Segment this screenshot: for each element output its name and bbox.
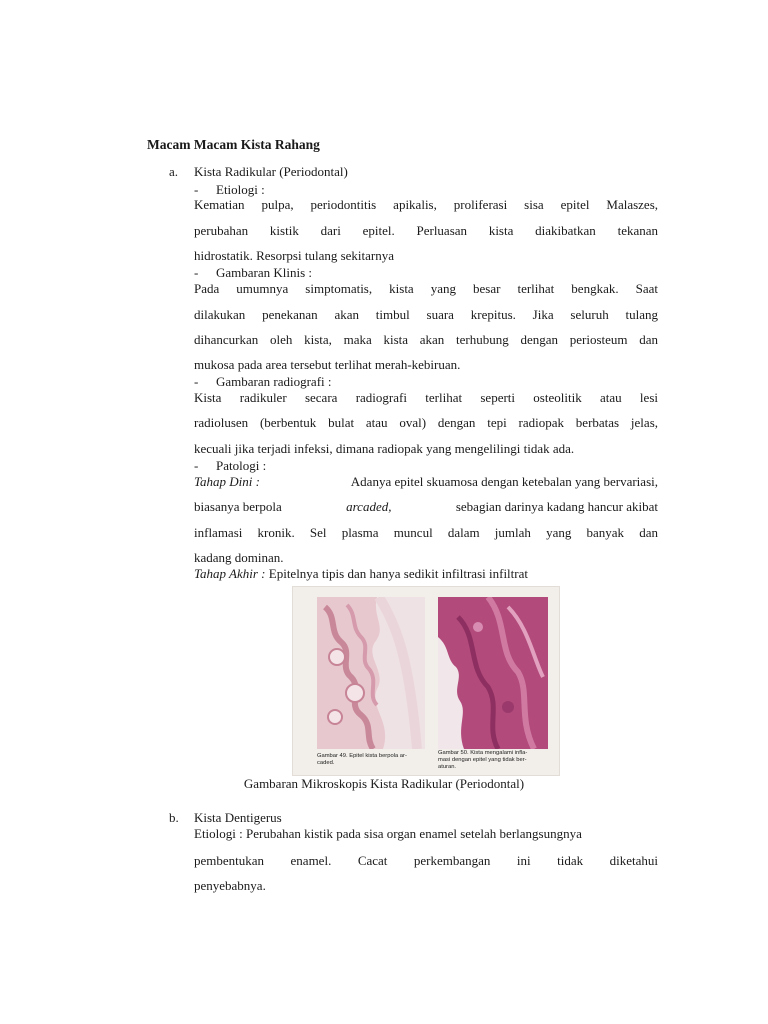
histology-figure — [292, 586, 560, 776]
word: Cacat — [357, 853, 388, 868]
radiografi-line-1: Kista radikuler secara radiografi terlihat seperti osteolitik atau lesi — [194, 390, 658, 405]
etiologi-line-2: perubahan kistik dari epitel. Perluasan kista diakibatkan tekanan — [194, 223, 658, 238]
right-caption-line-2: masi dengan epitel yang tidak ber- — [438, 757, 527, 763]
bullet-dash: - — [194, 374, 199, 389]
left-caption-line-2: caded. — [317, 760, 335, 766]
patologi-label: Patologi : — [216, 458, 267, 473]
histology-image-left — [317, 597, 425, 749]
tahap-akhir-line — [194, 566, 528, 582]
section-b-etiologi-label: Etiologi : — [194, 826, 243, 841]
bullet-dash: - — [194, 265, 199, 280]
histology-image-right — [438, 597, 548, 749]
section-a-title: Kista Radikular (Periodontal) — [194, 164, 348, 179]
patologi-line-4: kadang dominan. — [194, 550, 284, 565]
patologi-line-1 — [194, 474, 658, 490]
section-b-line-3: penyebabnya. — [194, 878, 266, 893]
left-caption-line-1: Gambar 49. Epitel kista berpola ar- — [317, 753, 407, 759]
radiografi-label: Gambaran radiografi : — [216, 374, 332, 389]
word: enamel. — [290, 853, 332, 868]
bullet-dash: - — [194, 182, 199, 197]
klinis-label: Gambaran Klinis : — [216, 265, 313, 280]
tahap-dini-text: Adanya epitel skuamosa dengan ketebalan yang bervariasi, — [350, 474, 658, 489]
section-b-line-2 — [194, 853, 658, 869]
patologi-line-2-b: sebagian darinya kadang hancur akibat — [455, 499, 658, 514]
section-b-marker: b. — [169, 810, 179, 825]
tahap-akhir-label: Tahap Akhir : — [194, 566, 266, 581]
klinis-line-2: dilakukan penekanan akan timbul suara krepitus. Jika seluruh tulang — [194, 307, 658, 322]
figure-right-caption — [438, 750, 550, 771]
etiologi-label: Etiologi : — [216, 182, 265, 197]
section-b-title: Kista Dentigerus — [194, 810, 282, 825]
radiografi-line-2: radiolusen (berbentuk bulat atau oval) dengan tepi radiopak berbatas jelas, — [194, 415, 658, 430]
radiografi-line-3: kecuali jika terjadi infeksi, dimana radiopak yang mengelilingi tidak ada. — [194, 441, 575, 456]
word: pembentukan — [194, 853, 265, 868]
patologi-line-3: inflamasi kronik. Sel plasma muncul dalam jumlah yang banyak dan — [194, 525, 658, 540]
section-a-marker: a. — [169, 164, 179, 179]
tahap-dini-label: Tahap Dini : — [194, 474, 260, 489]
word: tidak — [557, 853, 584, 868]
klinis-line-1: Pada umumnya simptomatis, kista yang besar terlihat bengkak. Saat — [194, 281, 658, 296]
klinis-line-3: dihancurkan oleh kista, maka kista akan terhubung dengan periosteum dan — [194, 332, 658, 347]
word: perkembangan — [413, 853, 491, 868]
word: ini — [516, 853, 531, 868]
right-caption-line-3: aturan. — [438, 764, 457, 770]
section-b-etiologi-text: Perubahan kistik pada sisa organ enamel setelah berlangsungnya — [246, 826, 582, 841]
page-title: Macam Macam Kista Rahang — [147, 137, 320, 152]
etiologi-line-1: Kematian pulpa, periodontitis apikalis, proliferasi sisa epitel Malaszes, — [194, 197, 658, 212]
etiologi-line-3: hidrostatik. Resorpsi tulang sekitarnya — [194, 248, 395, 263]
patologi-line-2 — [194, 499, 658, 515]
right-caption-line-1: Gambar 50. Kista mengalami infla- — [438, 750, 528, 756]
bullet-dash: - — [194, 458, 199, 473]
klinis-line-4: mukosa pada area tersebut terlihat merah-kebiruan. — [194, 357, 461, 372]
figure-caption: Gambaran Mikroskopis Kista Radikular (Periodontal) — [243, 776, 525, 791]
section-b-line-1 — [194, 826, 582, 842]
tahap-akhir-text: Epitelnya tipis dan hanya sedikit infiltrasi infiltrat — [268, 566, 528, 581]
arcaded-term: arcaded, — [346, 499, 392, 514]
word: diketahui — [609, 853, 658, 868]
figure-left-caption — [317, 753, 427, 767]
patologi-line-2-a: biasanya berpola — [194, 499, 282, 514]
